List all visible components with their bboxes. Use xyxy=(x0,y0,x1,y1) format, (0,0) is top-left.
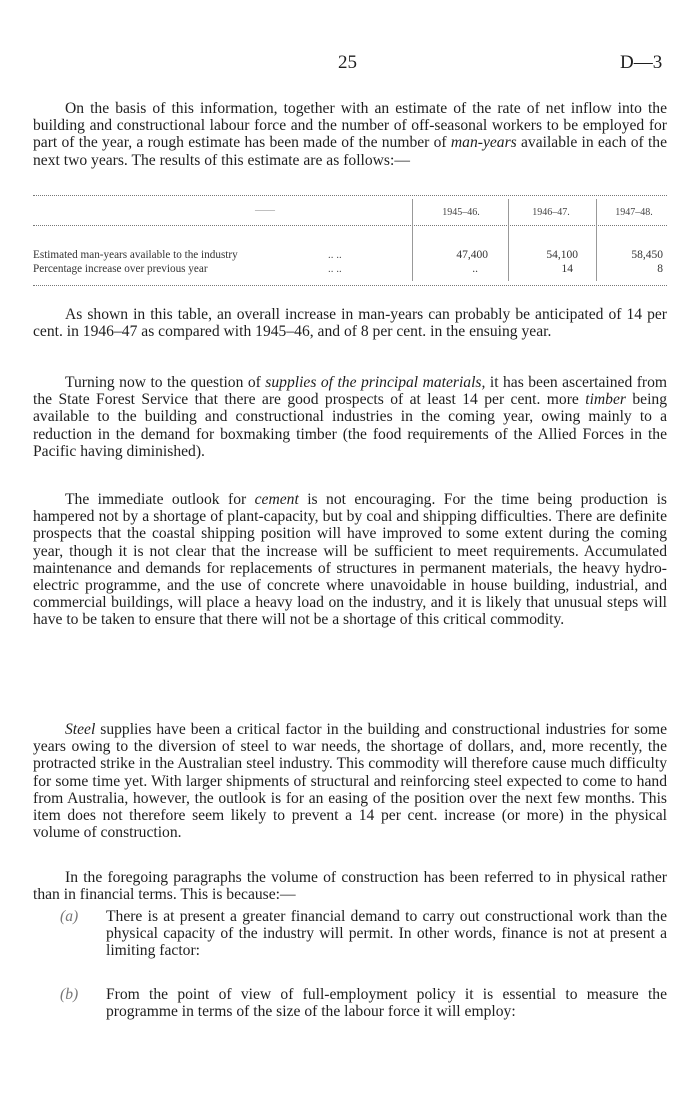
para5-emphasis-steel: Steel xyxy=(65,721,96,738)
table-cell: 54,100 xyxy=(546,249,578,261)
table-column-header: 1945–46. xyxy=(442,207,480,218)
list-marker: (b) xyxy=(60,986,79,1003)
table-cell: 8 xyxy=(657,263,663,275)
intro-text-a: On the basis of this information, together with an estimate of the rate of net inflow into the building and constructional labour force and the number of off-seasonal workers to be employed for part of the year, a rough estimate has been made of the number of xyxy=(33,100,667,152)
page-number: 25 xyxy=(338,52,357,73)
list-marker: (a) xyxy=(60,908,79,925)
para3-emphasis-supplies: supplies of the principal materials, xyxy=(265,374,486,391)
intro-text-b: available in each of the next two years. The results of this estimate are as follows:— xyxy=(33,134,668,169)
table-cell: 58,450 xyxy=(631,249,663,261)
para3-text-a: Turning now to the question of xyxy=(65,374,266,391)
table-bottom-rule xyxy=(33,285,667,286)
paragraph-steel xyxy=(33,721,667,841)
table-row-label: Estimated man-years available to the industry xyxy=(33,249,238,261)
para4-emphasis-cement: cement xyxy=(254,491,299,508)
table-cell: .. xyxy=(472,263,478,275)
table-divider xyxy=(508,199,509,281)
table-top-rule xyxy=(33,195,667,196)
table-divider xyxy=(412,199,413,281)
para3-emphasis-timber: timber xyxy=(585,391,626,409)
para5-text-b: supplies have been a critical factor in the building and constructional industries for some years owing to the diversion of steel to war needs, the shortage of dollars, and, more recently, the protracted strike in the Australian steel industry. This commodity will therefore cause much difficulty for some time yet. With larger shipments of structural and reinforcing steel expected to come to hand from Australia, however, the outlook is for an easing of the position over the next few months. This item does not therefore seem likely to prevent a 14 per cent. increase (or more) in the physical volume of construction. xyxy=(33,721,667,842)
table-divider xyxy=(596,199,597,281)
list-item-text: From the point of view of full-employment policy it is essential to measure the programme in terms of the size of the labour force it will employ: xyxy=(106,986,667,1021)
paragraph-cement xyxy=(33,491,667,629)
table-column-header: 1946–47. xyxy=(532,207,570,218)
table-cell: 14 xyxy=(561,263,573,275)
paragraph-man-years: As shown in this table, an overall increase in man-years can probably be anticipated of 14 per cent. in 1946–47 as compared with 1945–46, and of 8 per cent. in the ensuing year. xyxy=(33,306,667,341)
table-column-header: 1947–48. xyxy=(615,207,653,218)
para3-text-b: it has been ascertained from the State Forest Service that there are good prospects of at least 14 per cent. more xyxy=(33,374,668,409)
paragraph-timber xyxy=(33,374,667,460)
table-row-leaders: .. .. xyxy=(328,249,342,261)
table-header-rule xyxy=(33,225,667,226)
list-item xyxy=(60,986,667,1020)
table-row-leaders: .. .. xyxy=(328,263,342,275)
intro-emphasis: man-years xyxy=(450,134,517,152)
table-row-label: Percentage increase over previous year xyxy=(33,263,208,275)
intro-paragraph xyxy=(33,100,667,169)
para3-text-c: being available to the building and constructional industries in the coming year, owing mainly to a reduction in the demand for boxmaking timber (the food requirements of the Allied Forces in the Pacific having diminished). xyxy=(33,391,667,460)
list-item-text: There is at present a greater financial demand to carry out constructional work than the physical capacity of the industry will permit. In other words, finance is not at present a limiting factor: xyxy=(106,908,667,960)
para4-text-a: The immediate outlook for xyxy=(65,491,255,508)
document-reference: D—3 xyxy=(620,52,663,73)
man-years-table xyxy=(33,193,667,291)
para4-text-b: is not encouraging. For the time being production is hampered not by a shortage of plant-capacity, but by coal and shipping difficulties. There are definite prospects that the coastal shipping position will have improved to some extent during the coming year, though it is not clear that the increase will be sufficient to meet requirements. Accumulated maintenance and demands for replacements of structures in permanent materials, the heavy hydro-electric programme, and the use of concrete where unavoidable in house building, industrial, and commercial buildings, will place a heavy load on the industry, and it is likely that unusual steps will have to be taken to ensure that there will not be a shortage of this critical commodity. xyxy=(33,491,667,629)
table-cell: 47,400 xyxy=(456,249,488,261)
list-item xyxy=(60,908,667,960)
table-stub-header: —— xyxy=(255,205,275,216)
paragraph-physical-terms: In the foregoing paragraphs the volume of construction has been referred to in physical rather than in financial terms. This is because:— xyxy=(33,869,667,904)
